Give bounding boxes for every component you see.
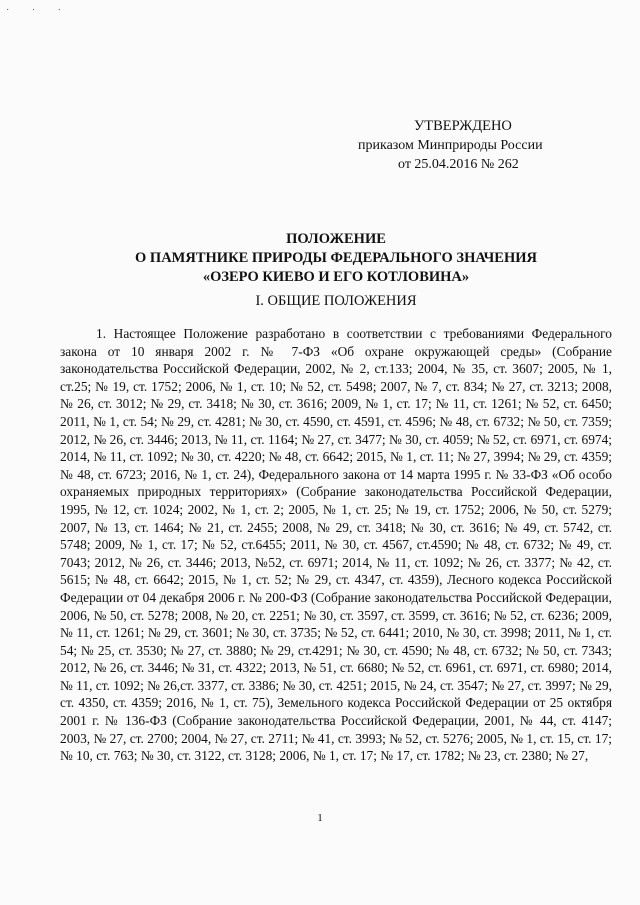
title-line-2: О ПАМЯТНИКЕ ПРИРОДЫ ФЕДЕРАЛЬНОГО ЗНАЧЕНИЯ (135, 250, 537, 266)
section-heading: I. ОБЩИЕ ПОЛОЖЕНИЯ (255, 293, 417, 309)
page-number: 1 (317, 812, 323, 824)
title-line-1: ПОЛОЖЕНИЕ (286, 231, 386, 247)
approval-title: УТВЕРЖДЕНО (414, 118, 512, 134)
paragraph-1: 1. Настоящее Положение разработано в соответствии с требованиями Федерального закона от 10 января 2002 г. № 7-ФЗ «Об охране окружающей среды» (Собрание законодательства Российской Федерации, 2002, № 2, ст.133; 2004, № 35, ст. 3607; 2005, № 1, ст.25; № 19, ст. 1752; 2006, № 1, ст. 10; № 52, ст. 5498; 2007, № 7, ст. 834; № 27, ст. 3213; 2008, № 26, ст. 3012; № 29, ст. 3418; № 30, ст. 3616; 2009, № 1, ст. 17; № 11, ст. 1261; № 52, ст. 6450; 2011, № 1, ст. 54; № 29, ст. 4281; № 30, ст. 4590, ст. 4591, ст. 4596; № 48, ст. 6732; № 50, ст. 7359; 2012, № 26, ст. 3446; 2013, № 11, ст. 1164; № 27, ст. 3477; № 30, ст. 4059; № 52, ст. 6971, ст. 6974; 2014, № 11, ст. 1092; № 30, ст. 4220; № 48, ст. 6642; 2015, № 1, ст. 11; № 27, 3994; № 29, ст. 4359; № 48, ст. 6723; 2016, № 1, ст. 24), Федерального закона от 14 марта 1995 г. № 33-ФЗ «Об особо охраняемых природных территориях» (Собрание законодательства Российской Федерации, 1995, № 12, ст. 1024; 2002, № 1, ст. 2; 2005, № 1, ст. 25; № 19, ст. 1752; 2006, № 50, ст. 5279; 2007, № 13, ст. 1464; № 21, ст. 2455; 2008, № 29, ст. 3418; № 30, ст. 3616; № 49, ст. 5742, ст. 5748; 2009, № 1, ст. 17; № 52, ст.6455; 2011, № 30, ст. 4567, ст.4590; № 48, ст. 6732; № 49, ст. 7043; 2012, № 26, ст. 3446; 2013, №52, ст. 6971; 2014, № 11, ст. 1092; № 26, ст. 3377; № 42, ст. 5615; № 48, ст. 6642; 2015, № 1, ст. 52; № 29, ст. 4347, ст. 4359), Лесного кодекса Российской Федерации от 04 декабря 2006 г. № 200-ФЗ (Собрание законодательства Российской Федерации, 2006, № 50, ст. 5278; 2008, № 20, ст. 2251; № 30, ст. 3597, ст. 3599, ст. 3616; № 52, ст. 6236; 2009, № 11, ст. 1261; № 29, ст. 3601; № 30, ст. 3735; № 52, ст. 6441; 2010, № 30, ст. 3998; 2011, № 1, ст. 54; № 25, ст. 3530; № 27, ст. 3880; № 29, ст.4291; № 30, ст. 4590; № 48, ст. 6732; № 50, ст. 7343; 2012, № 26, ст. 3446; № 31, ст. 4322; 2013, № 51, ст. 6680; № 52, ст. 6961, ст. 6971, ст. 6980; 2014, № 11, ст. 1092; № 26,ст. 3377, ст. 3386; № 30, ст. 4251; 2015, № 24, ст. 3547; № 27, ст. 3997; № 29, ст. 4350, ст. 4359; 2016, № 1, ст. 75), Земельного кодекса Российской Федерации от 25 октября 2001 г. № 136-ФЗ (Собрание законодательства Российской Федерации, 2001, № 44, ст. 4147; 2003, № 27, ст. 2700; 2004, № 27, ст. 2711; № 41, ст. 3993; № 52, ст. 5276; 2005, № 1, ст. 15, ст. 17; № 10, ст. 763; № 30, ст. 3122, ст. 3128; 2006, № 1, ст. 17; № 17, ст. 1782; № 23, ст. 2380; № 27, (60, 326, 612, 764)
approval-order-line: приказом Минприроды России (358, 138, 543, 153)
title-line-3: «ОЗЕРО КИЕВО И ЕГО КОТЛОВИНА» (202, 269, 470, 285)
scan-corner-marks: ˙ ˙ ˙ (6, 8, 71, 19)
document-title (60, 230, 612, 287)
approval-date-line: от 25.04.2016 № 262 (398, 157, 519, 172)
approval-stamp (350, 117, 580, 174)
